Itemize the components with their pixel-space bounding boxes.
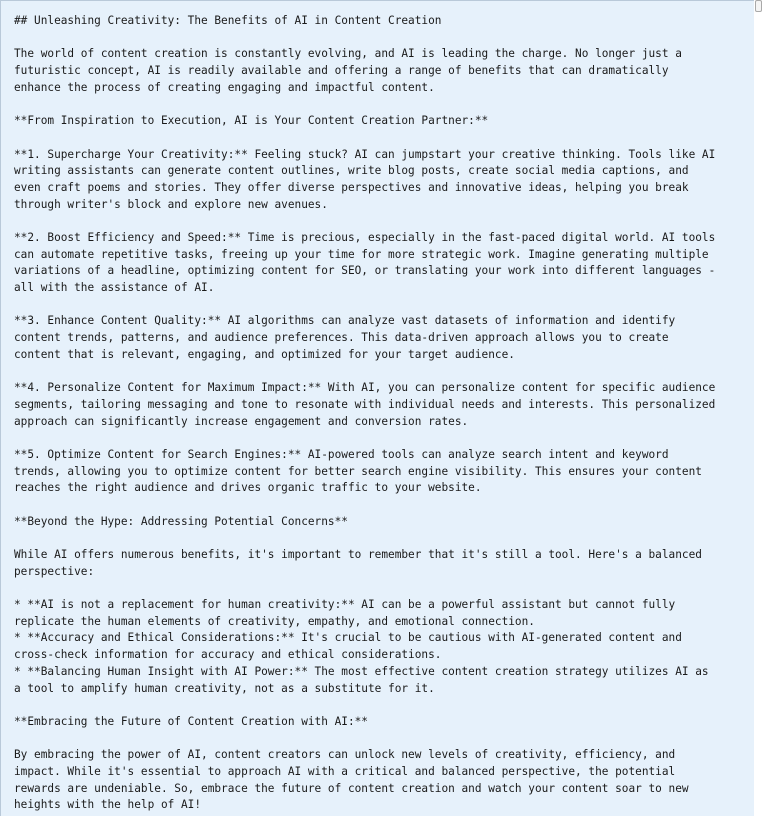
document-line: The world of content creation is constantly evolving, and AI is leading the charge. No longer just a bbox=[14, 47, 682, 61]
document-line: futuristic concept, AI is readily available and offering a range of benefits that can dramatically bbox=[14, 64, 669, 78]
document-line bbox=[14, 297, 754, 314]
document-line: impact. While it's essential to approach AI with a critical and balanced perspective, the potential bbox=[14, 764, 676, 778]
document-line: enhance the process of creating engaging and impactful content. bbox=[14, 80, 435, 94]
document-text[interactable] bbox=[14, 13, 754, 814]
document-line bbox=[14, 731, 754, 748]
document-line: **2. Boost Efficiency and Speed:** Time is precious, especially in the fast-paced digital world. AI tools bbox=[14, 230, 716, 244]
document-line: content trends, patterns, and audience preferences. This data-driven approach allows you to create bbox=[14, 331, 669, 345]
document-line bbox=[14, 363, 754, 380]
document-line: **3. Enhance Content Quality:** AI algorithms can analyze vast datasets of information and identify bbox=[14, 314, 676, 328]
document-line: variations of a headline, optimizing content for SEO, or translating your work into different languages - bbox=[14, 264, 716, 278]
document-line: **1. Supercharge Your Creativity:** Feeling stuck? AI can jumpstart your creative thinking. Tools like AI bbox=[14, 147, 716, 161]
document-line bbox=[14, 430, 754, 447]
document-line: cross-check information for accuracy and ethical considerations. bbox=[14, 648, 442, 662]
document-line: reaches the right audience and drives organic traffic to your website. bbox=[14, 481, 482, 495]
document-line: perspective: bbox=[14, 564, 95, 578]
document-line: can automate repetitive tasks, freeing up your time for more strategic work. Imagine generating multiple bbox=[14, 247, 709, 261]
document-line: **4. Personalize Content for Maximum Impact:** With AI, you can personalize content for specific audience bbox=[14, 381, 716, 395]
document-line: While AI offers numerous benefits, it's important to remember that it's still a tool. Here's a balanced bbox=[14, 548, 702, 561]
document-line: segments, tailoring messaging and tone to resonate with individual needs and interests. This personalized bbox=[14, 397, 716, 411]
document-line: a tool to amplify human creativity, not as a substitute for it. bbox=[14, 681, 435, 695]
document-line bbox=[14, 530, 754, 547]
scroll-up-button[interactable] bbox=[755, 0, 762, 12]
document-line: * **Accuracy and Ethical Considerations:** It's crucial to be cautious with AI-generated content and bbox=[14, 631, 682, 645]
document-line: * **AI is not a replacement for human creativity:** AI can be a powerful assistant but cannot fully bbox=[14, 598, 676, 612]
document-line bbox=[14, 130, 754, 147]
document-line: trends, allowing you to optimize content for better search engine visibility. This ensures your content bbox=[14, 464, 702, 478]
document-line: **Beyond the Hype: Addressing Potential Concerns** bbox=[14, 514, 348, 528]
document-line: writing assistants can generate content outlines, write blog posts, create social media captions, and bbox=[14, 164, 689, 178]
document-line: heights with the help of AI! bbox=[14, 798, 202, 812]
document-line bbox=[14, 96, 754, 113]
document-line: all with the assistance of AI. bbox=[14, 281, 215, 294]
document-line: content that is relevant, engaging, and optimized for your target audience. bbox=[14, 347, 515, 361]
document-line: **Embracing the Future of Content Creation with AI:** bbox=[14, 714, 368, 728]
document-line: ## Unleashing Creativity: The Benefits of AI in Content Creation bbox=[14, 14, 442, 27]
document-line bbox=[14, 697, 754, 714]
scrollbar-track[interactable] bbox=[754, 0, 763, 816]
document-line: through writer's block and explore new avenues. bbox=[14, 197, 328, 211]
document-line: approach can significantly increase engagement and conversion rates. bbox=[14, 414, 469, 428]
document-line: rewards are undeniable. So, embrace the future of content creation and watch your content soar to new bbox=[14, 781, 689, 795]
document-line: **5. Optimize Content for Search Engines:** AI-powered tools can analyze search intent and keyword bbox=[14, 447, 669, 461]
document-line bbox=[14, 213, 754, 230]
document-line: **From Inspiration to Execution, AI is Your Content Creation Partner:** bbox=[14, 114, 489, 128]
document-line bbox=[14, 580, 754, 597]
document-line: even craft poems and stories. They offer diverse perspectives and innovative ideas, helping you break bbox=[14, 180, 689, 194]
document-line: * **Balancing Human Insight with AI Power:** The most effective content creation strategy utilizes AI as bbox=[14, 664, 709, 678]
document-line bbox=[14, 497, 754, 514]
document-line: By embracing the power of AI, content creators can unlock new levels of creativity, efficiency, and bbox=[14, 748, 676, 762]
document-line: replicate the human elements of creativity, empathy, and emotional connection. bbox=[14, 614, 535, 628]
document-line bbox=[14, 30, 754, 47]
